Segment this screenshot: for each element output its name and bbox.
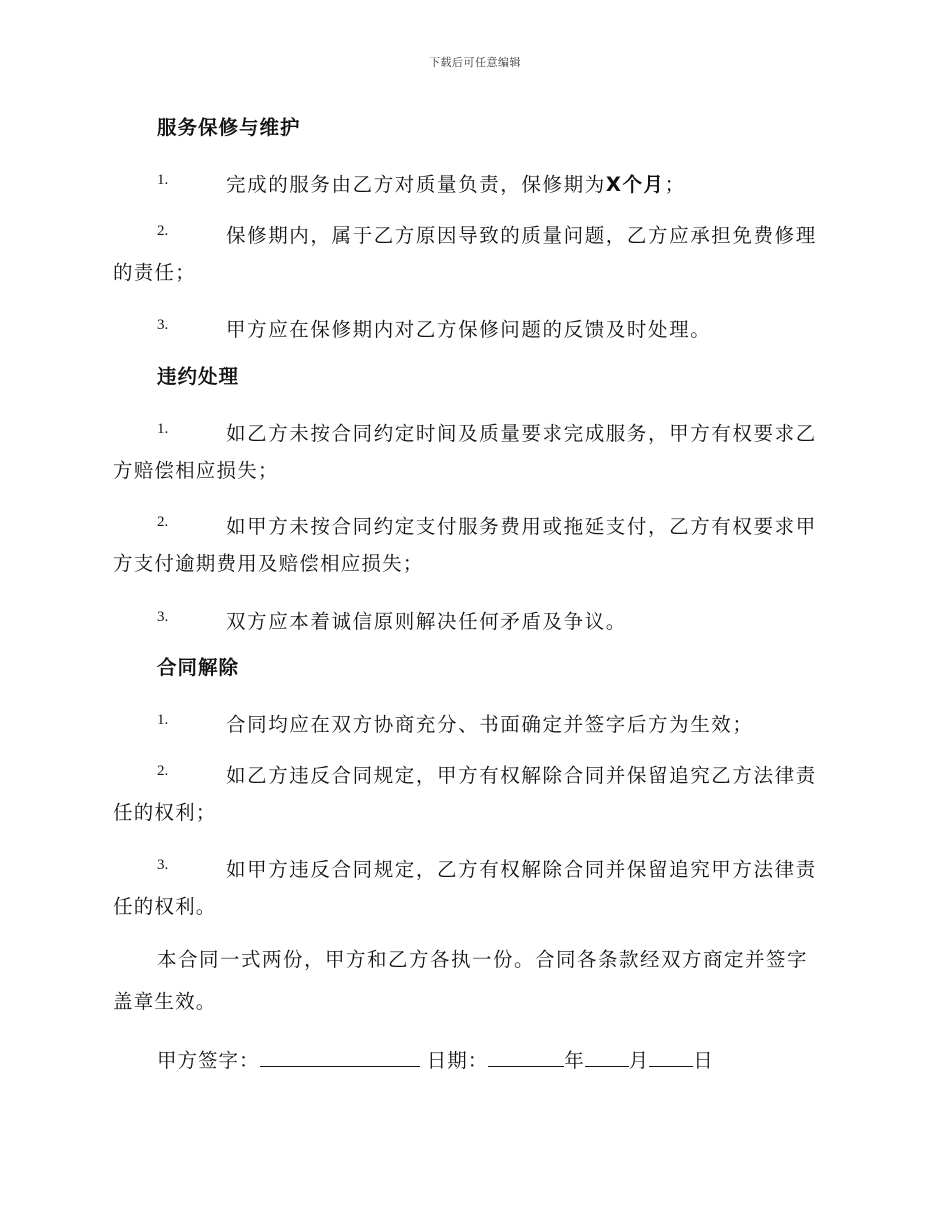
section-title: 服务保修与维护 <box>157 116 301 139</box>
item-text-continued: 方赔偿相应损失； <box>113 459 279 482</box>
party-a-signature-label: 甲方签字： <box>157 1049 260 1072</box>
item-number: 3. <box>157 609 169 625</box>
section-title: 合同解除 <box>157 656 240 679</box>
item-text: 如乙方未按合同约定时间及质量要求完成服务，甲方有权要求乙 <box>226 422 817 445</box>
item-number: 3. <box>157 317 169 333</box>
item-text: 甲方应在保修期内对乙方保修问题的反馈及时处理。 <box>226 318 712 341</box>
item-number: 1. <box>157 421 169 437</box>
item-text-continued: 方支付逾期费用及赔偿相应损失； <box>113 552 424 575</box>
day-blank[interactable] <box>649 1050 693 1067</box>
item-number: 2. <box>157 514 169 530</box>
item-number: 3. <box>157 857 169 873</box>
item-text-continued: 的责任； <box>113 261 196 284</box>
closing-paragraph: 本合同一式两份，甲方和乙方各执一份。合同各条款经双方商定并签字 <box>157 948 809 971</box>
closing-paragraph-continued: 盖章生效。 <box>113 990 217 1013</box>
year-blank[interactable] <box>488 1050 564 1067</box>
item-number: 1. <box>157 172 169 188</box>
item-number: 2. <box>157 763 169 779</box>
section-title: 违约处理 <box>157 365 240 388</box>
item-number: 1. <box>157 712 169 728</box>
item-text: 合同均应在双方协商充分、书面确定并签字后方为生效； <box>226 713 754 736</box>
signature-blank[interactable] <box>260 1050 420 1067</box>
page-header: 下载后可任意编辑 <box>429 56 521 69</box>
item-text: 保修期内，属于乙方原因导致的质量问题，乙方应承担免费修理 <box>226 224 817 247</box>
warranty-period: X个月 <box>605 173 665 196</box>
item-text-pre: 完成的服务由乙方对质量负责，保修期为 <box>226 173 606 196</box>
day-label: 日 <box>693 1049 714 1072</box>
item-text-continued: 任的权利。 <box>113 895 217 918</box>
item-text: 如甲方违反合同规定，乙方有权解除合同并保留追究甲方法律责 <box>226 858 817 881</box>
year-label: 年 <box>564 1049 585 1072</box>
item-text: 如甲方未按合同约定支付服务费用或拖延支付，乙方有权要求甲 <box>226 515 817 538</box>
item-number: 2. <box>157 223 169 239</box>
item-text: 如乙方违反合同规定，甲方有权解除合同并保留追究乙方法律责 <box>226 764 817 787</box>
signature-line <box>157 1045 714 1073</box>
item-text: 双方应本着诚信原则解决任何矛盾及争议。 <box>226 610 627 633</box>
item-text-continued: 任的权利； <box>113 801 217 824</box>
month-blank[interactable] <box>585 1050 629 1067</box>
item-text <box>226 169 686 197</box>
date-label: 日期： <box>426 1049 489 1072</box>
item-text-post: ； <box>664 173 686 196</box>
month-label: 月 <box>628 1049 650 1072</box>
